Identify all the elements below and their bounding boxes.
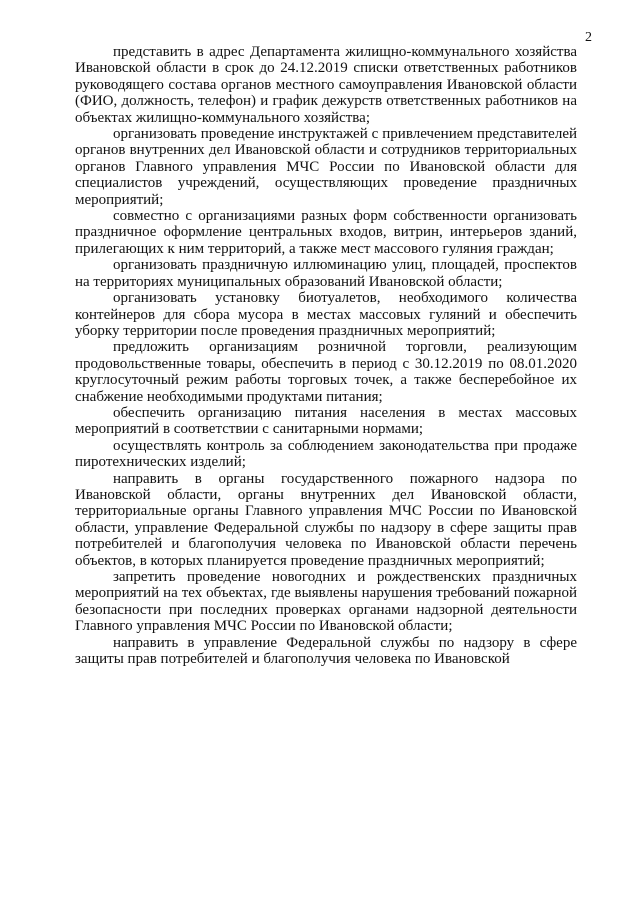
paragraph-send-to-rospotrebnadzor: направить в управление Федеральной службы по надзору в сфере защиты прав потребителей и благополучия человека по Ивановской bbox=[75, 634, 577, 668]
paragraph-retail-hours: предложить организациям розничной торговли, реализующим продовольственные товары, обеспечить в период с 30.12.2019 по 08.01.2020 круглосуточный режим работы торговых точек, а также бесперебойное их снабжение необходимыми продуктами питания; bbox=[75, 339, 577, 405]
paragraph-send-object-list: направить в органы государственного пожарного надзора по Ивановской области, органы внутренних дел Ивановской области, территориальные органы Главного управления МЧС России по Ивановской области, управление Федеральной службы по надзору в сфере защиты прав потребителей и благополучия человека по Ивановской области перечень объектов, в которых планируется проведение праздничных мероприятий; bbox=[75, 470, 577, 569]
paragraph-catering: обеспечить организацию питания населения в местах массовых мероприятий в соответствии с санитарными нормами; bbox=[75, 404, 577, 438]
paragraph-illumination: организовать праздничную иллюминацию улиц, площадей, проспектов на территориях муниципальных образований Ивановской области; bbox=[75, 257, 577, 290]
body-text bbox=[75, 44, 577, 667]
paragraph-toilets-waste: организовать установку биотуалетов, необходимого количества контейнеров для сбора мусора в местах массовых гуляний и обеспечить уборку территории после проведения праздничных мероприятий; bbox=[75, 290, 577, 339]
paragraph-organize-briefings: организовать проведение инструктажей с привлечением представителей органов внутренних дел Ивановской области и сотрудников территориальных органов Главного управления МЧС России по Ивановской области для специалистов учреждений, осуществляющих проведение праздничных мероприятий; bbox=[75, 126, 577, 208]
page-number: 2 bbox=[585, 30, 592, 45]
paragraph-festive-decoration: совместно с организациями разных форм собственности организовать праздничное оформление центральных входов, витрин, интерьеров зданий, прилегающих к ним территорий, а также мест массового гуляния граждан; bbox=[75, 208, 577, 257]
paragraph-prohibit-events: запретить проведение новогодних и рождественских праздничных мероприятий на тех объектах, где выявлены нарушения требований пожарной безопасности при последних проверках органами надзорной деятельности Главного управления МЧС России по Ивановской области; bbox=[75, 569, 577, 635]
paragraph-pyrotechnics-control: осуществлять контроль за соблюдением законодательства при продаже пиротехнических изделий; bbox=[75, 437, 577, 471]
paragraph-submit-lists: представить в адрес Департамента жилищно-коммунального хозяйства Ивановской области в срок до 24.12.2019 списки ответственных работников руководящего состава органов местного самоуправления Ивановской области (ФИО, должность, телефон) и график дежурств ответственных работников на объектах жилищно-коммунального хозяйства; bbox=[75, 44, 577, 126]
